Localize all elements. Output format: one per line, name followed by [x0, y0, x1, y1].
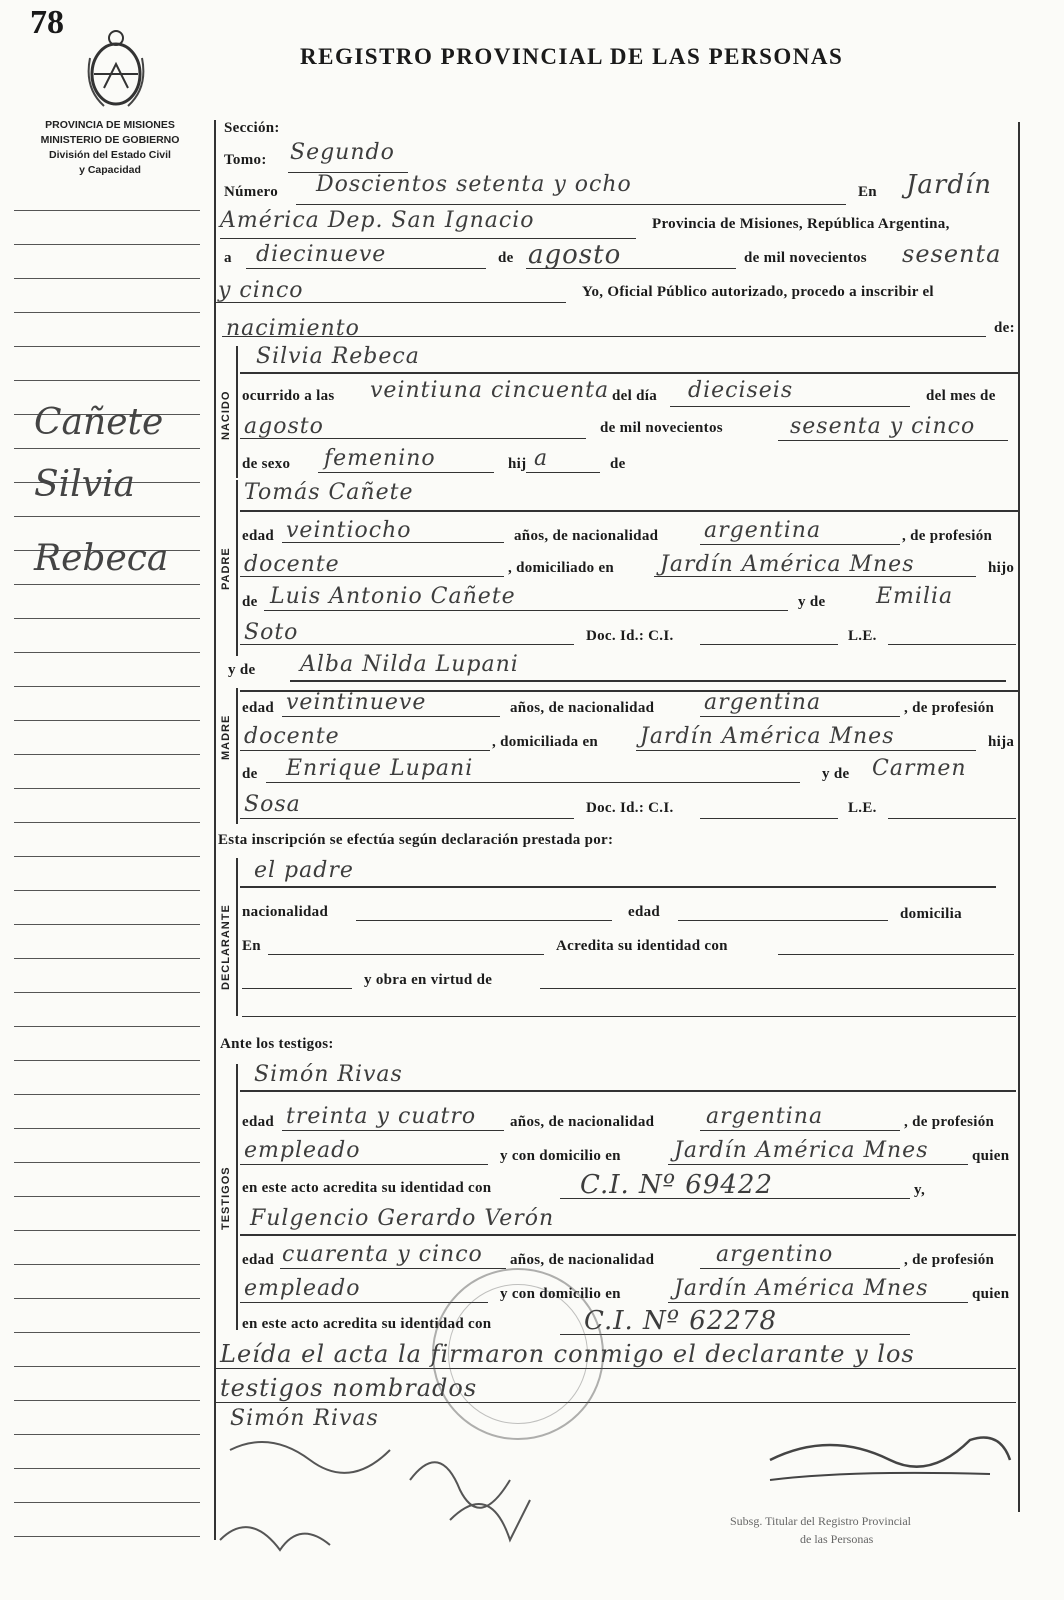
line: [240, 438, 586, 439]
margin-ruled-line: [14, 1094, 200, 1095]
document-title: REGISTRO PROVINCIAL DE LAS PERSONAS: [300, 44, 844, 69]
label-en-decl: En: [242, 938, 261, 954]
line: [220, 238, 636, 239]
value-testigo1: Simón Rivas: [254, 1062, 403, 1087]
label-hija: hija: [988, 734, 1015, 750]
margin-ruled-line: [14, 584, 200, 585]
margin-ruled-line: [14, 1400, 200, 1401]
value-padre-madre-2: Soto: [244, 620, 299, 645]
line: [526, 472, 600, 473]
label-profesion: , de profesión: [904, 1114, 995, 1130]
value-t2-edad: cuarenta y cinco: [282, 1242, 483, 1267]
line: [240, 886, 996, 888]
label-edad: edad: [242, 528, 275, 544]
label-y-de: y de: [798, 594, 826, 610]
value-sexo: femenino: [324, 446, 436, 471]
line: [540, 988, 1016, 989]
section-bar-madre: [236, 688, 238, 824]
margin-ruled-line: [14, 890, 200, 891]
label-nacionalidad: años, de nacionalidad: [510, 700, 655, 716]
label-le: L.E.: [848, 628, 877, 644]
line: [636, 750, 976, 751]
line: [216, 302, 566, 303]
value-numero: Doscientos setenta y ocho: [316, 172, 632, 197]
value-madre-dom: Jardín América Mnes: [640, 724, 895, 749]
line: [216, 1368, 1016, 1369]
margin-ruled-line: [14, 822, 200, 823]
section-label-testigos: TESTIGOS: [220, 1166, 232, 1230]
line: [246, 268, 486, 269]
section-bar-padre: [236, 480, 238, 656]
value-anio: sesenta: [902, 240, 1002, 268]
value-padre: Tomás Cañete: [244, 480, 414, 505]
value-testigo2: Fulgencio Gerardo Verón: [250, 1206, 555, 1231]
value-t1-prof: empleado: [244, 1138, 361, 1163]
section-label-nacido: NACIDO: [220, 390, 232, 440]
line: [560, 1198, 910, 1199]
label-ocurrido: ocurrido a las: [242, 388, 335, 404]
value-t2-nac: argentino: [716, 1242, 834, 1267]
label-doc-id: Doc. Id.: C.I.: [586, 800, 674, 816]
margin-ruled-line: [14, 1128, 200, 1129]
label-provincia: Provincia de Misiones, República Argentina,: [652, 216, 950, 232]
value-tomo: Segundo: [290, 140, 395, 165]
value-nombre: Silvia Rebeca: [256, 344, 420, 369]
value-t1-edad: treinta y cuatro: [286, 1104, 477, 1129]
label-doc-id: Doc. Id.: C.I.: [586, 628, 674, 644]
section-bar-testigos: [236, 1064, 238, 1330]
authority-line: MINISTERIO DE GOBIERNO: [40, 134, 180, 146]
label-y-con-domicilio: y con domicilio en: [500, 1286, 621, 1302]
line: [240, 644, 574, 645]
value-hij: a: [534, 446, 549, 471]
margin-ruled-line: [14, 1196, 200, 1197]
line: [290, 680, 1006, 682]
line: [282, 1130, 504, 1131]
margin-ruled-line: [14, 1366, 200, 1367]
margin-ruled-line: [14, 992, 200, 993]
margin-ruled-line: [14, 1298, 200, 1299]
line: [296, 204, 846, 205]
line: [888, 818, 1016, 819]
label-inscripcion: Esta inscripción se efectúa según declaración prestada por:: [218, 832, 614, 848]
label-de: de: [610, 456, 626, 472]
line: [240, 750, 490, 751]
margin-ruled-line: [14, 856, 200, 857]
value-anio-nac: sesenta y cinco: [790, 414, 976, 439]
line: [268, 954, 544, 955]
value-t2-dom: Jardín América Mnes: [674, 1276, 929, 1301]
value-t1-dom: Jardín América Mnes: [674, 1138, 929, 1163]
margin-ruled-line: [14, 720, 200, 721]
label-y-obra: y obra en virtud de: [364, 972, 493, 988]
margin-note-surname: Cañete: [34, 402, 164, 443]
line: [654, 576, 976, 577]
section-bar-declarante: [236, 858, 238, 1016]
line: [240, 1090, 1016, 1092]
value-madre: Alba Nilda Lupani: [300, 652, 519, 677]
label-de-colon: de:: [994, 320, 1015, 336]
line: [240, 576, 504, 577]
right-frame-line: [1018, 122, 1020, 1512]
line: [318, 472, 494, 473]
margin-ruled-line: [14, 1264, 200, 1265]
section-label-declarante: DECLARANTE: [220, 904, 232, 990]
value-declarante: el padre: [254, 858, 354, 883]
line: [280, 1268, 506, 1269]
label-del-dia: del día: [612, 388, 658, 404]
label-y-de-madre: y de: [228, 662, 256, 678]
line: [240, 510, 1020, 512]
line: [700, 544, 900, 545]
line: [526, 268, 736, 269]
margin-ruled-line: [14, 346, 200, 347]
label-nacionalidad: años, de nacionalidad: [510, 1114, 655, 1130]
value-t1-ci: C.I. Nº 69422: [580, 1170, 773, 1200]
value-mes-nac: agosto: [244, 414, 324, 439]
value-padre-prof: docente: [244, 552, 340, 577]
page-number: 78: [30, 4, 64, 41]
margin-ruled-line: [14, 312, 200, 313]
line: [240, 1164, 488, 1165]
value-padre-nac: argentina: [704, 518, 822, 543]
label-de: de: [242, 594, 258, 610]
line: [240, 818, 574, 819]
value-madre-edad: veintinueve: [286, 690, 427, 715]
label-domiciliada: , domiciliada en: [492, 734, 599, 750]
label-y-comma: y,: [914, 1182, 926, 1198]
label-yo-oficial: Yo, Oficial Público autorizado, procedo a inscribir el: [582, 284, 934, 300]
label-acredita-acto: en este acto acredita su identidad con: [242, 1180, 492, 1196]
margin-ruled-line: [14, 1468, 200, 1469]
value-t2-prof: empleado: [244, 1276, 361, 1301]
section-bar-nacido: [236, 346, 238, 478]
value-madre-nac: argentina: [704, 690, 822, 715]
margin-ruled-line: [14, 754, 200, 755]
value-mes: agosto: [528, 240, 622, 270]
label-acredita-acto: en este acto acredita su identidad con: [242, 1316, 492, 1332]
label-del-mes: del mes de: [926, 388, 996, 404]
margin-ruled-line: [14, 1230, 200, 1231]
signature-caption-2: de las Personas: [800, 1532, 874, 1546]
label-le: L.E.: [848, 800, 877, 816]
label-profesion: , de profesión: [904, 700, 995, 716]
line: [240, 1234, 1016, 1236]
value-anio-2: y cinco: [218, 278, 304, 303]
label-de: de: [498, 250, 514, 266]
line: [670, 406, 910, 407]
value-padre-dom: Jardín América Mnes: [660, 552, 915, 577]
margin-note-name-2: Rebeca: [34, 538, 169, 579]
section-label-madre: MADRE: [220, 714, 232, 760]
value-dia-nac: dieciseis: [688, 378, 794, 403]
line: [668, 1302, 968, 1303]
label-y-con-domicilio: y con domicilio en: [500, 1148, 621, 1164]
value-padre-edad: veintiocho: [286, 518, 412, 543]
official-seal: [432, 1268, 604, 1440]
value-madre-padre: Enrique Lupani: [286, 756, 474, 781]
margin-ruled-line: [14, 652, 200, 653]
line: [264, 610, 788, 611]
line: [216, 1402, 1016, 1403]
margin-ruled-line: [14, 380, 200, 381]
margin-ruled-line: [14, 448, 200, 449]
margin-ruled-line: [14, 278, 200, 279]
margin-ruled-line: [14, 210, 200, 211]
line: [778, 440, 1008, 441]
label-hij: hij: [508, 456, 527, 472]
line: [240, 372, 1020, 374]
signatures-icon: [210, 1420, 1030, 1570]
label-domiciliado: , domiciliado en: [508, 560, 615, 576]
label-tomo: Tomo:: [224, 152, 267, 168]
label-a: a: [224, 250, 232, 266]
line: [678, 920, 888, 921]
line: [888, 644, 1016, 645]
line: [778, 954, 1014, 955]
value-padre-padre: Luis Antonio Cañete: [270, 584, 516, 609]
label-en: En: [858, 184, 877, 200]
label-nacionalidad-decl: nacionalidad: [242, 904, 329, 920]
margin-ruled-line: [14, 788, 200, 789]
value-lugar-2: América Dep. San Ignacio: [220, 208, 535, 233]
margin-ruled-line: [14, 516, 200, 517]
margin-ruled-line: [14, 1332, 200, 1333]
line: [356, 920, 612, 921]
label-sexo: de sexo: [242, 456, 291, 472]
value-padre-madre: Emilia: [876, 584, 954, 609]
signature-caption: Subsg. Titular del Registro Provincial: [730, 1514, 912, 1528]
value-madre-madre: Carmen: [872, 756, 967, 781]
line: [242, 988, 352, 989]
label-domicilia: domicilia: [900, 906, 962, 922]
label-de-mil: de mil novecientos: [744, 250, 867, 266]
line: [700, 1268, 900, 1269]
value-dia: diecinueve: [256, 242, 387, 267]
coat-of-arms-icon: [84, 28, 148, 112]
line: [282, 542, 504, 543]
label-edad: edad: [242, 1252, 275, 1268]
left-frame-line: [214, 120, 216, 1540]
label-y-de: y de: [822, 766, 850, 782]
label-quien: quien: [972, 1148, 1010, 1164]
label-de-mil-2: de mil novecientos: [600, 420, 723, 436]
margin-ruled-line: [14, 1502, 200, 1503]
line: [560, 1334, 910, 1335]
label-hijo: hijo: [988, 560, 1015, 576]
value-tipo: nacimiento: [226, 316, 360, 341]
value-lugar: Jardín: [906, 170, 993, 200]
authority-block: [14, 118, 206, 178]
value-hora: veintiuna cincuenta: [370, 378, 610, 403]
line: [242, 1016, 1016, 1017]
label-edad: edad: [242, 1114, 275, 1130]
margin-ruled-line: [14, 1026, 200, 1027]
value-madre-prof: docente: [244, 724, 340, 749]
label-de: de: [242, 766, 258, 782]
margin-note-name: Silvia: [34, 464, 136, 505]
label-ante-testigos: Ante los testigos:: [220, 1036, 334, 1052]
line: [668, 1164, 968, 1165]
line: [700, 644, 838, 645]
value-madre-madre-2: Sosa: [244, 792, 301, 817]
label-acredita: Acredita su identidad con: [556, 938, 728, 954]
margin-ruled-line: [14, 686, 200, 687]
label-nacionalidad: años, de nacionalidad: [510, 1252, 655, 1268]
label-edad-decl: edad: [628, 904, 661, 920]
value-t2-ci: C.I. Nº 62278: [584, 1306, 777, 1336]
value-cierre: Leída el acta la firmaron conmigo el declarante y los: [220, 1340, 915, 1368]
line: [266, 782, 800, 783]
authority-line: y Capacidad: [79, 164, 141, 176]
label-profesion: , de profesión: [902, 528, 993, 544]
margin-ruled-line: [14, 924, 200, 925]
label-quien: quien: [972, 1286, 1010, 1302]
line: [700, 1130, 900, 1131]
margin-ruled-line: [14, 958, 200, 959]
authority-line: PROVINCIA DE MISIONES: [45, 119, 175, 131]
signature-witness: Simón Rivas: [230, 1406, 379, 1431]
value-t1-nac: argentina: [706, 1104, 824, 1129]
line: [700, 716, 900, 717]
margin-ruled-line: [14, 618, 200, 619]
label-nacionalidad: años, de nacionalidad: [514, 528, 659, 544]
section-label-padre: PADRE: [220, 547, 232, 590]
label-numero: Número: [224, 184, 279, 200]
authority-line: División del Estado Civil: [49, 149, 171, 161]
margin-ruled-line: [14, 244, 200, 245]
margin-ruled-line: [14, 1060, 200, 1061]
margin-ruled-line: [14, 1536, 200, 1537]
line: [222, 336, 986, 337]
label-edad: edad: [242, 700, 275, 716]
margin-ruled-line: [14, 1434, 200, 1435]
value-cierre-2: testigos nombrados: [220, 1374, 478, 1402]
label-profesion: , de profesión: [904, 1252, 995, 1268]
margin-ruled-line: [14, 1162, 200, 1163]
line: [700, 818, 838, 819]
label-seccion: Sección:: [224, 120, 280, 136]
line: [282, 716, 500, 717]
